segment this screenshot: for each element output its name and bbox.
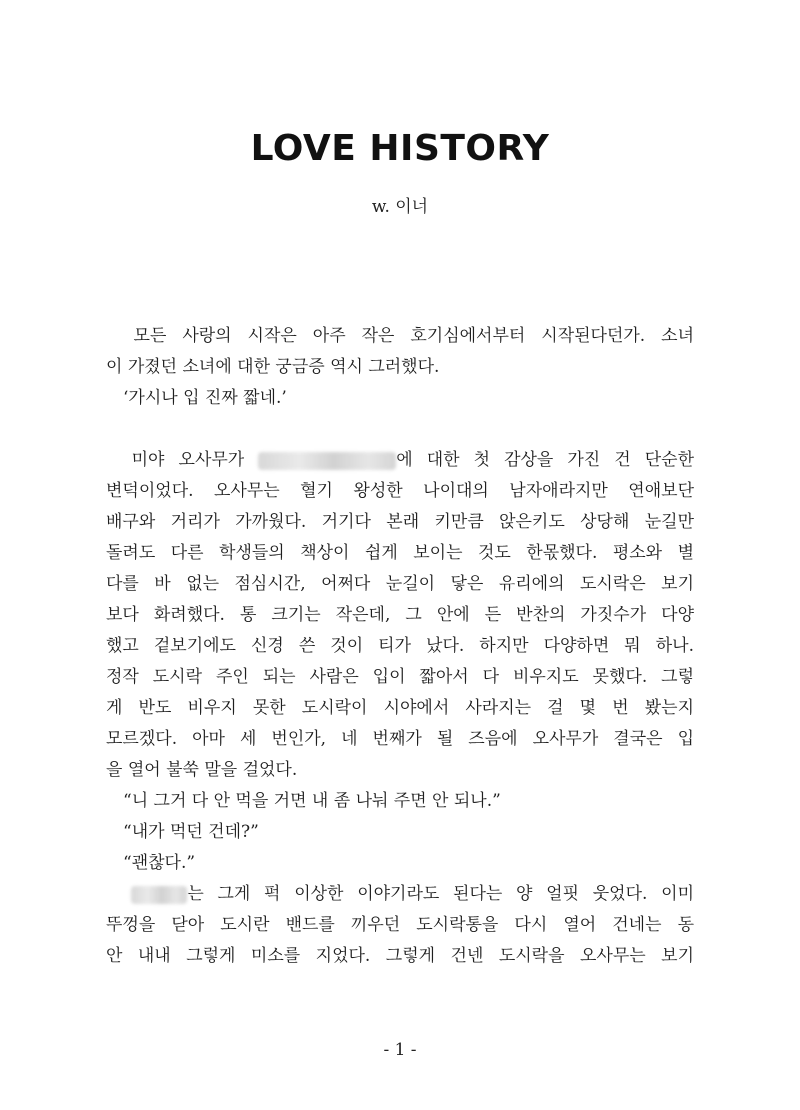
text-line: 을 열어 불쑥 말을 걸었다. xyxy=(106,760,298,780)
text-segment: 는 그게 퍽 이상한 이야기라도 된다는 양 얼핏 웃었다. 이미 xyxy=(187,884,694,904)
text-line xyxy=(106,879,694,910)
text-line: 이 가졌던 소녀에 대한 궁금증 역시 그러했다. xyxy=(106,357,440,377)
text-line: 보다 화려했다. 통 크기는 작은데, 그 안에 든 반찬의 가짓수가 다양 xyxy=(106,605,694,625)
text-line: 했고 겉보기에도 신경 쓴 것이 티가 났다. 하지만 다양하면 뭐 하나. xyxy=(106,636,694,656)
dialogue-line: “니 그거 다 안 먹을 거면 내 좀 나눠 주면 안 되나.” xyxy=(106,791,501,811)
text-line: 다를 바 없는 점심시간, 어쩌다 눈길이 닿은 유리에의 도시락은 보기 xyxy=(106,574,694,594)
text-line: 모르겠다. 아마 세 번인가, 네 번째가 될 즈음에 오사무가 결국은 입 xyxy=(106,729,694,749)
redacted-name xyxy=(131,886,187,904)
text-line: 변덕이었다. 오사무는 혈기 왕성한 나이대의 남자애라지만 연애보단 xyxy=(106,481,694,501)
text-line: 배구와 거리가 가까웠다. 거기다 본래 키만큼 앉은키도 상당해 눈길만 xyxy=(106,512,694,532)
text-line: 돌려도 다른 학생들의 책상이 쉽게 보이는 것도 한몫했다. 평소와 별 xyxy=(106,543,694,563)
text-line: 정작 도시락 주인 되는 사람은 입이 짧아서 다 비우지도 못했다. 그렇 xyxy=(106,667,694,687)
document-title: LOVE HISTORY xyxy=(250,128,550,169)
dialogue-line: “내가 먹던 건데?” xyxy=(106,822,259,842)
author-byline: w. 이너 xyxy=(371,197,429,217)
redacted-name xyxy=(258,452,396,470)
text-line: 뚜껑을 닫아 도시란 밴드를 끼우던 도시락통을 다시 열어 건네는 동 xyxy=(106,915,694,935)
text-line: 안 내내 그렇게 미소를 지었다. 그렇게 건넨 도시락을 오사무는 보기 xyxy=(106,946,694,966)
text-segment: 에 대한 첫 감상을 가진 건 단순한 xyxy=(396,450,694,470)
text-line: ‘가시나 입 진짜 짧네.’ xyxy=(106,388,287,408)
text-segment: 미야 오사무가 xyxy=(106,450,259,470)
text-line xyxy=(106,445,694,476)
text-line: 모든 사랑의 시작은 아주 작은 호기심에서부터 시작된다던가. 소녀 xyxy=(106,326,694,346)
text-line: 게 반도 비우지 못한 도시락이 시야에서 사라지는 걸 몇 번 봤는지 xyxy=(106,698,694,718)
dialogue-line: “괜찮다.” xyxy=(106,853,196,873)
paragraph-gap xyxy=(106,414,694,445)
page-number: - 1 - xyxy=(383,1040,417,1060)
text-segment xyxy=(106,884,131,904)
body-text xyxy=(106,321,694,972)
